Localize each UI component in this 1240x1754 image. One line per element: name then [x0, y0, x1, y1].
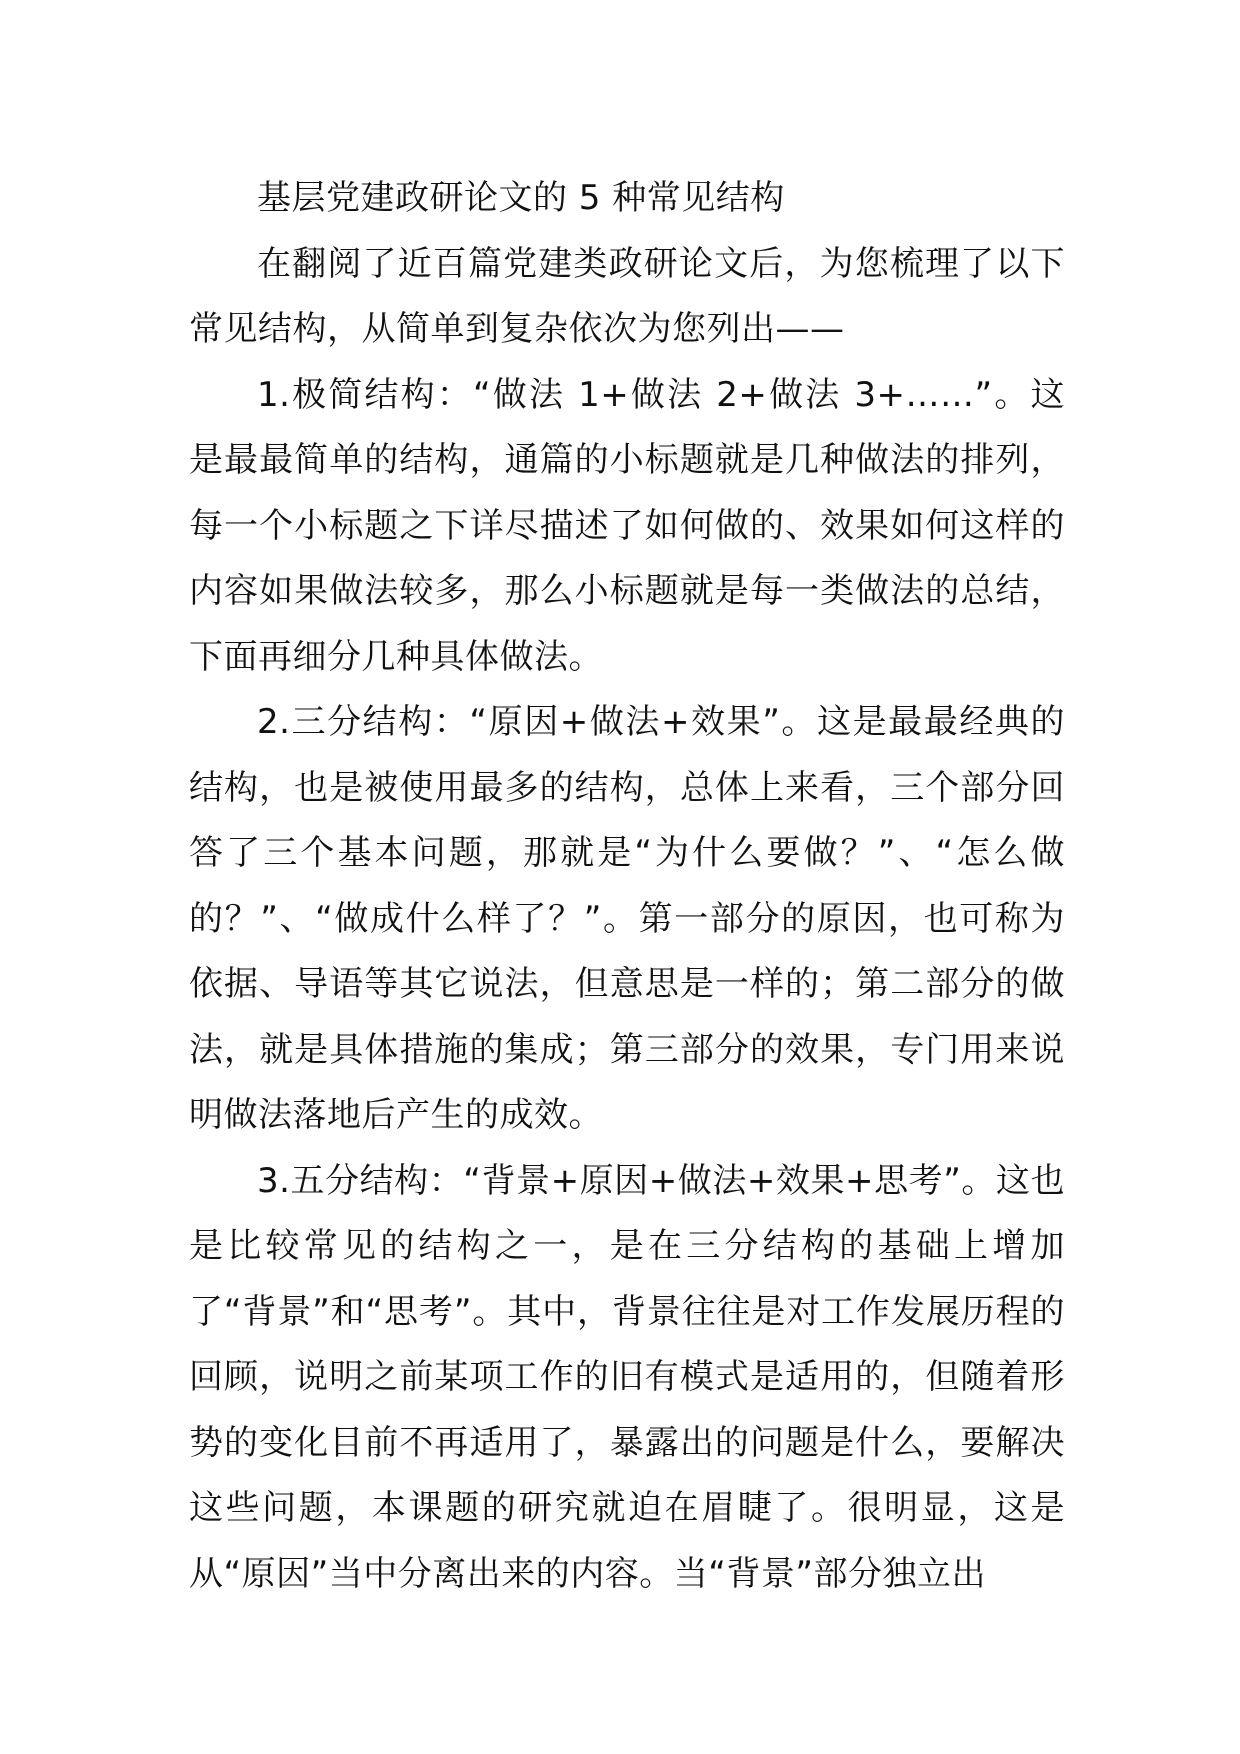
paragraph-structure-1: 1.极简结构：“做法 1+做法 2+做法 3+……”。这是最最简单的结构，通篇的小标题就是几种做法的排列，每一个小标题之下详尽描述了如何做的、效果如何这样的内容如果做法较多，那么小标题就是每一类做法的总结，下面再细分几种具体做法。: [189, 374, 1065, 677]
paragraph-structure-2: 2.三分结构：“原因+做法+效果”。这是最最经典的结构，也是被使用最多的结构，总体上来看，三个部分回答了三个基本问题，那就是“为什么要做？”、“怎么做的？”、“做成什么样了？”。第一部分的原因，也可称为依据、导语等其它说法，但意思是一样的；第二部分的做法，就是具体措施的集成；第三部分的效果，专门用来说明做法落地后产生的成效。: [189, 702, 1065, 1135]
paragraph-intro: 在翻阅了近百篇党建类政研论文后，为您梳理了以下常见结构，从简单到复杂依次为您列出——: [189, 243, 1065, 349]
paragraph-structure-3: 3.五分结构：“背景+原因+做法+效果+思考”。这也是比较常见的结构之一，是在三分结构的基础上增加了“背景”和“思考”。其中，背景往往是对工作发展历程的回顾，说明之前某项工作的旧有模式是适用的，但随着形势的变化目前不再适用了，暴露出的问题是什么，要解决这些问题，本课题的研究就迫在眉睫了。很明显，这是从“原因”当中分离出来的内容。当“背景”部分独立出: [189, 1160, 1065, 1594]
document-title: 基层党建政研论文的 5 种常见结构: [257, 178, 785, 218]
document-body: [189, 166, 1065, 1607]
